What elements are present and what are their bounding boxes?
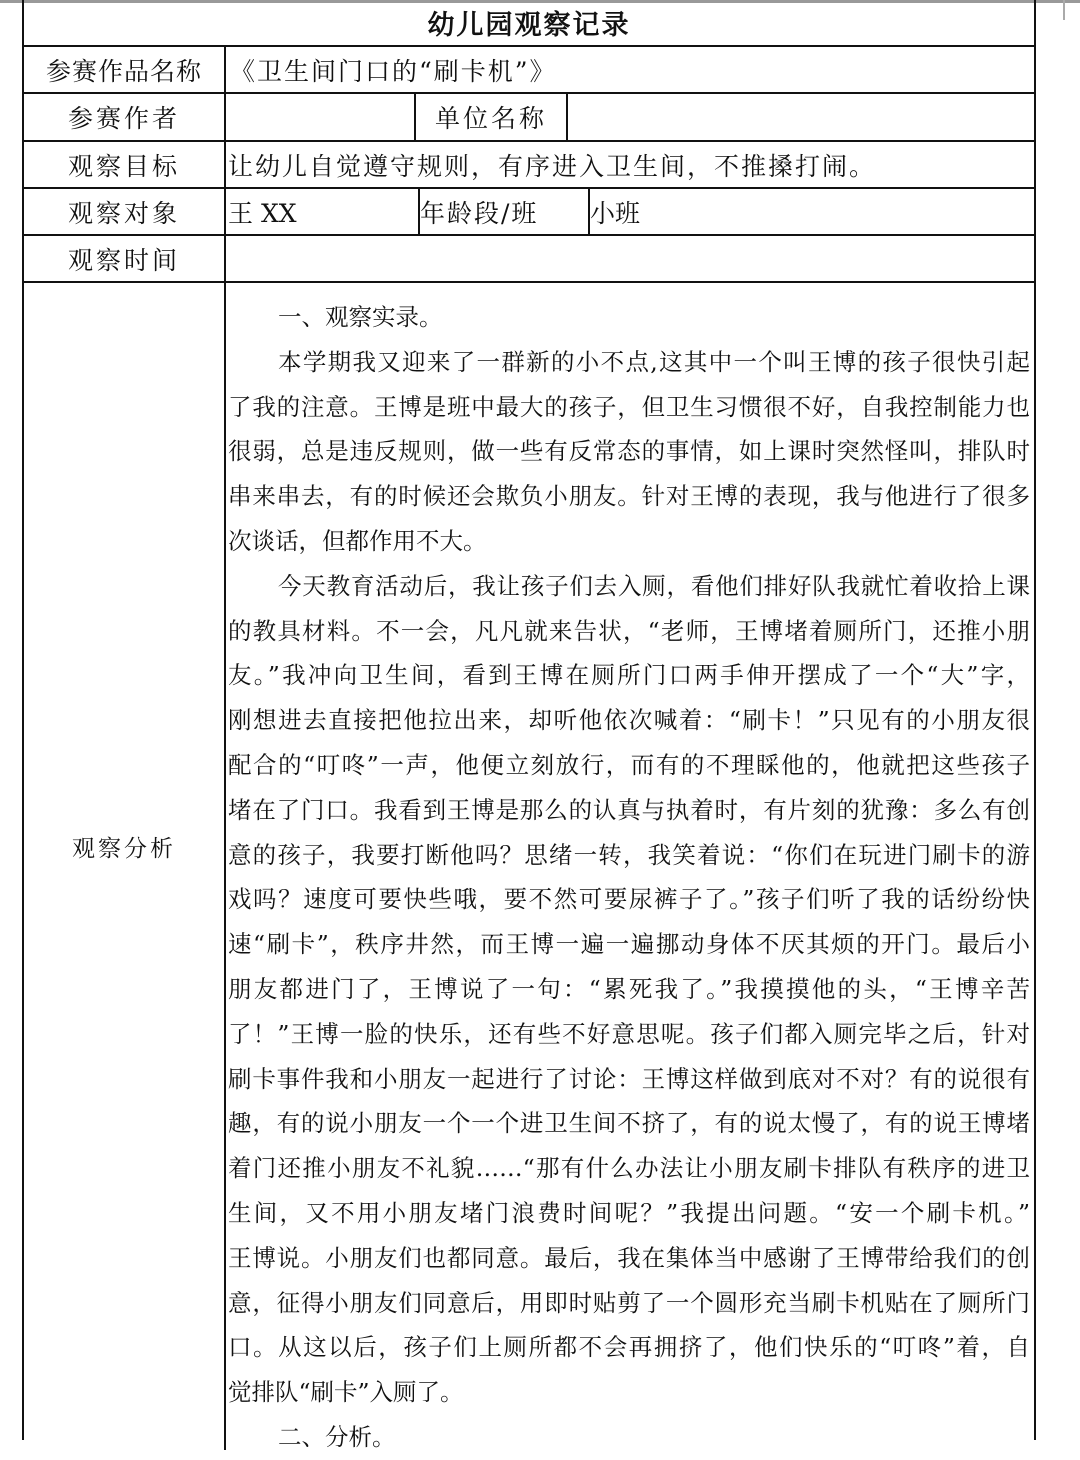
text-line: 刷卡事件我和小朋友一起进行了讨论：王博这样做到底对不对？有的说很有	[228, 1064, 1030, 1093]
paragraph	[228, 564, 1030, 1415]
analysis-content	[228, 295, 1030, 1460]
text-line: 朋友都进门了，王博说了一句：“累死我了。”我摸摸他的头，“王博辛苦	[228, 974, 1030, 1003]
text-line: 串来串去，有的时候还会欺负小朋友。针对王博的表现，我与他进行了很多	[228, 482, 1030, 511]
age-label: 年龄段/班	[418, 189, 588, 234]
goal-row	[24, 142, 1034, 189]
text-line: 觉排队“刷卡”入厕了。	[228, 1378, 464, 1407]
author-label: 参赛作者	[24, 94, 226, 140]
age-value: 小班	[588, 189, 1034, 234]
text-line: 本学期我又迎来了一群新的小不点,这其中一个叫王博的孩子很快引起	[278, 347, 1030, 376]
text-line: 次谈话，但都作用不大。	[228, 526, 487, 555]
analysis-label: 观察分析	[24, 283, 226, 1450]
unit-label: 单位名称	[414, 94, 566, 140]
subject-row	[24, 189, 1034, 236]
author-value	[228, 94, 414, 140]
text-line: 生间，又不用小朋友堵门浪费时间呢？”我提出问题。“安一个刷卡机。”	[228, 1198, 1030, 1227]
goal-label: 观察目标	[24, 142, 226, 187]
title-row	[24, 0, 1034, 47]
text-line: 今天教育活动后，我让孩子们去入厕，看他们排好队我就忙着收拾上课	[278, 571, 1030, 600]
subject-label: 观察对象	[24, 189, 226, 234]
subject-value: 王 XX	[228, 198, 297, 228]
text-line: 堵在了门口。我看到王博是那么的认真与执着时，有片刻的犹豫：多么有创	[228, 795, 1030, 824]
analysis-row	[24, 283, 1034, 1450]
text-line: 趣，有的说小朋友一个一个进卫生间不挤了，有的说太慢了，有的说王博堵	[228, 1109, 1030, 1138]
time-row	[24, 236, 1034, 283]
goal-value: 让幼儿自觉遵守规则，有序进入卫生间，不推搡打闹。	[228, 151, 877, 181]
observation-record-table	[22, 0, 1036, 1451]
text-line: 速“刷卡”，秩序井然，而王博一遍一遍挪动身体不厌其烦的开门。最后小	[228, 930, 1030, 959]
text-line: 戏吗？速度可要快些哦，要不然可要尿裤子了。”孩子们听了我的话纷纷快	[228, 885, 1030, 914]
text-line: 口。从这以后，孩子们上厕所都不会再拥挤了，他们快乐的“叮咚”着，自	[228, 1333, 1030, 1362]
work-name-label: 参赛作品名称	[24, 47, 226, 92]
text-line: 配合的“叮咚”一声，他便立刻放行，而有的不理睬他的，他就把这些孩子	[228, 750, 1030, 779]
text-line: 意的孩子，我要打断他吗？思绪一转，我笑着说：“你们在玩进门刷卡的游	[228, 840, 1030, 869]
unit-value	[566, 94, 1034, 140]
time-label: 观察时间	[24, 236, 226, 281]
right-edge	[1063, 0, 1065, 20]
text-line: 着门还推小朋友不礼貌……“那有什么办法让小朋友刷卡排队有秩序的进卫	[228, 1154, 1030, 1183]
section-heading: 二、分析。	[278, 1422, 396, 1451]
author-row	[24, 94, 1034, 142]
text-line: 刚想进去直接把他拉出来，却听他依次喊着：“刷卡！”只见有的小朋友很	[228, 706, 1030, 735]
text-line: 意，征得小朋友们同意后，用即时贴剪了一个圆形充当刷卡机贴在了厕所门	[228, 1288, 1030, 1317]
work-name-row	[24, 47, 1034, 94]
time-value	[228, 236, 1034, 281]
text-line: 了！”王博一脸的快乐，还有些不好意思呢。孩子们都入厕完毕之后，针对	[228, 1019, 1030, 1048]
text-line: 的教具材料。不一会，凡凡就来告状，“老师，王博堵着厕所门，还推小朋	[228, 616, 1030, 645]
text-line: 王博说。小朋友们也都同意。最后，我在集体当中感谢了王博带给我们的创	[228, 1243, 1030, 1272]
paragraph	[228, 340, 1030, 564]
document-title: 幼儿园观察记录	[427, 10, 631, 41]
text-line: 友。”我冲向卫生间，看到王博在厕所门口两手伸开摆成了一个“大”字，	[228, 661, 1030, 690]
text-line: 很弱，总是违反规则，做一些有反常态的事情，如上课时突然怪叫，排队时	[228, 437, 1030, 466]
work-name-value: 《卫生间门口的“刷卡机”》	[230, 56, 557, 86]
text-line: 了我的注意。王博是班中最大的孩子，但卫生习惯很不好，自我控制能力也	[228, 392, 1030, 421]
section-heading: 一、观察实录。	[278, 303, 443, 331]
